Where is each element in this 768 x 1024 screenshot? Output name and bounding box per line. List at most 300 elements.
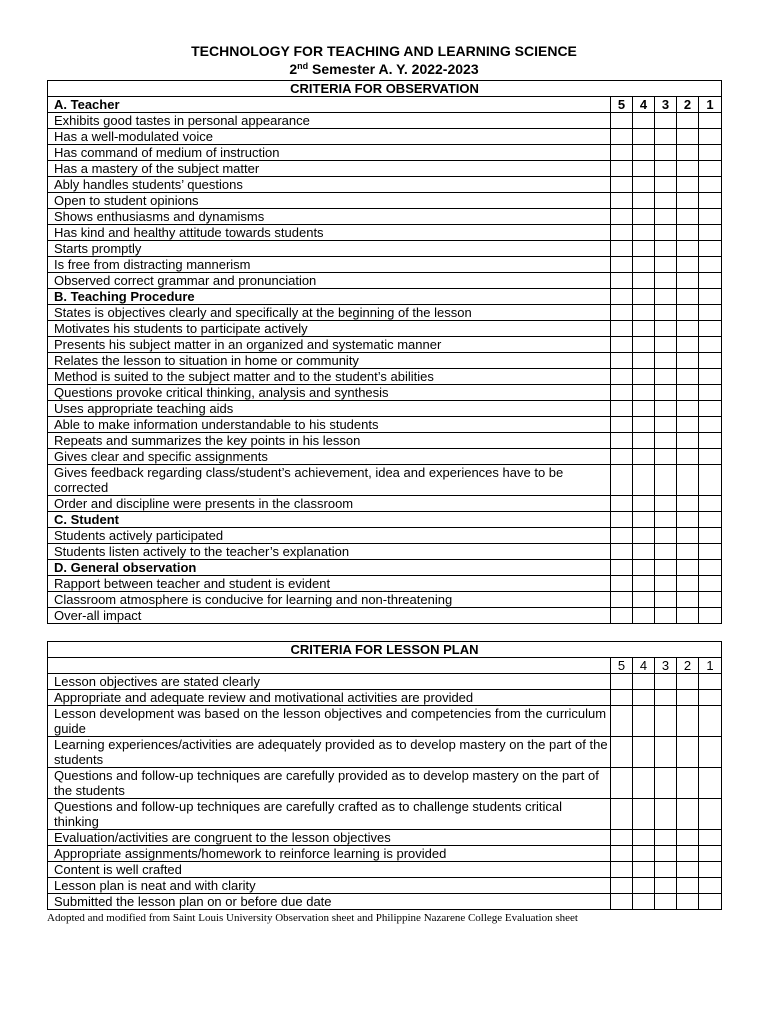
- rating-box[interactable]: [611, 433, 633, 449]
- rating-box[interactable]: [633, 878, 655, 894]
- rating-box[interactable]: [699, 289, 722, 305]
- rating-box[interactable]: [611, 496, 633, 512]
- rating-box[interactable]: [611, 305, 633, 321]
- rating-box[interactable]: [633, 799, 655, 830]
- criteria-text: Students listen actively to the teacher’s explanation: [48, 544, 611, 560]
- rating-box[interactable]: [677, 129, 699, 145]
- rating-box[interactable]: [611, 225, 633, 241]
- criteria-text: Learning experiences/activities are adequately provided as to develop mastery on the part of the students: [48, 737, 611, 768]
- criteria-row: [48, 225, 722, 241]
- score-header-row: [48, 658, 722, 674]
- criteria-text: Lesson objectives are stated clearly: [48, 674, 611, 690]
- criteria-text: States is objectives clearly and specifically at the beginning of the lesson: [48, 305, 611, 321]
- criteria-row: [48, 846, 722, 862]
- rating-box[interactable]: [633, 608, 655, 624]
- rating-box[interactable]: [655, 385, 677, 401]
- rating-box[interactable]: [655, 878, 677, 894]
- score-header: 5: [611, 658, 633, 674]
- rating-box[interactable]: [655, 496, 677, 512]
- rating-box[interactable]: [699, 177, 722, 193]
- rating-box[interactable]: [611, 161, 633, 177]
- rating-box[interactable]: [633, 690, 655, 706]
- rating-box[interactable]: [633, 113, 655, 129]
- criteria-row: [48, 337, 722, 353]
- rating-box[interactable]: [677, 417, 699, 433]
- rating-box[interactable]: [633, 512, 655, 528]
- rating-box[interactable]: [655, 177, 677, 193]
- rating-box[interactable]: [655, 528, 677, 544]
- score-header: 2: [677, 658, 699, 674]
- rating-box[interactable]: [677, 608, 699, 624]
- criteria-row: [48, 862, 722, 878]
- score-header: 5: [611, 97, 633, 113]
- criteria-row: [48, 768, 722, 799]
- section-header-row: [48, 560, 722, 576]
- rating-box[interactable]: [633, 674, 655, 690]
- score-header: 3: [655, 658, 677, 674]
- rating-box[interactable]: [699, 161, 722, 177]
- rating-box[interactable]: [699, 674, 722, 690]
- rating-box[interactable]: [655, 862, 677, 878]
- criteria-text: Lesson plan is neat and with clarity: [48, 878, 611, 894]
- criteria-row: [48, 145, 722, 161]
- rating-box[interactable]: [633, 433, 655, 449]
- rating-box[interactable]: [655, 512, 677, 528]
- rating-box[interactable]: [611, 465, 633, 496]
- rating-box[interactable]: [611, 209, 633, 225]
- criteria-text: Shows enthusiasms and dynamisms: [48, 209, 611, 225]
- rating-box[interactable]: [655, 369, 677, 385]
- criteria-text: Questions and follow-up techniques are carefully provided as to develop mastery on the part of the students: [48, 768, 611, 799]
- criteria-text: Has a mastery of the subject matter: [48, 161, 611, 177]
- rating-box[interactable]: [699, 433, 722, 449]
- rating-box[interactable]: [677, 830, 699, 846]
- rating-box[interactable]: [655, 113, 677, 129]
- rating-box[interactable]: [611, 690, 633, 706]
- rating-box[interactable]: [611, 337, 633, 353]
- criteria-row: [48, 353, 722, 369]
- rating-box[interactable]: [633, 385, 655, 401]
- rating-box[interactable]: [611, 353, 633, 369]
- rating-box[interactable]: [655, 257, 677, 273]
- rating-box[interactable]: [611, 512, 633, 528]
- criteria-text: Appropriate and adequate review and motivational activities are provided: [48, 690, 611, 706]
- criteria-row: [48, 544, 722, 560]
- rating-box[interactable]: [677, 846, 699, 862]
- rating-box[interactable]: [699, 690, 722, 706]
- rating-box[interactable]: [633, 560, 655, 576]
- criteria-text: Lesson development was based on the lesson objectives and competencies from the curriculum guide: [48, 706, 611, 737]
- rating-box[interactable]: [655, 193, 677, 209]
- section-header-row: [48, 97, 722, 113]
- rating-box[interactable]: [633, 592, 655, 608]
- rating-box[interactable]: [655, 321, 677, 337]
- criteria-text: Evaluation/activities are congruent to the lesson objectives: [48, 830, 611, 846]
- score-header: 4: [633, 658, 655, 674]
- semester-number: 2: [289, 61, 298, 77]
- rating-box[interactable]: [677, 305, 699, 321]
- criteria-text: Ably handles students’ questions: [48, 177, 611, 193]
- rating-box[interactable]: [655, 768, 677, 799]
- criteria-row: [48, 433, 722, 449]
- rating-box[interactable]: [611, 449, 633, 465]
- rating-box[interactable]: [699, 401, 722, 417]
- rating-box[interactable]: [611, 289, 633, 305]
- rating-box[interactable]: [633, 576, 655, 592]
- rating-box[interactable]: [633, 417, 655, 433]
- criteria-row: [48, 385, 722, 401]
- rating-box[interactable]: [677, 145, 699, 161]
- rating-box[interactable]: [611, 369, 633, 385]
- rating-box[interactable]: [655, 690, 677, 706]
- criteria-text: Has command of medium of instruction: [48, 145, 611, 161]
- rating-box[interactable]: [677, 369, 699, 385]
- rating-box[interactable]: [699, 528, 722, 544]
- criteria-row: [48, 273, 722, 289]
- rating-box[interactable]: [677, 737, 699, 768]
- criteria-text: Classroom atmosphere is conducive for learning and non-threatening: [48, 592, 611, 608]
- rating-box[interactable]: [655, 225, 677, 241]
- rating-box[interactable]: [699, 862, 722, 878]
- rating-box[interactable]: [699, 353, 722, 369]
- rating-box[interactable]: [611, 799, 633, 830]
- rating-box[interactable]: [633, 273, 655, 289]
- rating-box[interactable]: [633, 289, 655, 305]
- rating-box[interactable]: [699, 129, 722, 145]
- rating-box[interactable]: [655, 560, 677, 576]
- rating-box[interactable]: [655, 145, 677, 161]
- rating-box[interactable]: [611, 544, 633, 560]
- rating-box[interactable]: [677, 878, 699, 894]
- rating-box[interactable]: [611, 273, 633, 289]
- rating-box[interactable]: [655, 337, 677, 353]
- criteria-row: [48, 129, 722, 145]
- rating-box[interactable]: [633, 830, 655, 846]
- rating-box[interactable]: [677, 353, 699, 369]
- rating-box[interactable]: [699, 512, 722, 528]
- rating-box[interactable]: [677, 449, 699, 465]
- rating-box[interactable]: [699, 592, 722, 608]
- rating-box[interactable]: [677, 289, 699, 305]
- criteria-text: Over-all impact: [48, 608, 611, 624]
- rating-box[interactable]: [699, 576, 722, 592]
- rating-box[interactable]: [633, 337, 655, 353]
- criteria-text: Submitted the lesson plan on or before due date: [48, 894, 611, 910]
- rating-box[interactable]: [655, 241, 677, 257]
- rating-box[interactable]: [699, 193, 722, 209]
- rating-box[interactable]: [699, 385, 722, 401]
- criteria-row: [48, 706, 722, 737]
- rating-box[interactable]: [699, 496, 722, 512]
- rating-box[interactable]: [677, 161, 699, 177]
- rating-box[interactable]: [611, 576, 633, 592]
- rating-box[interactable]: [611, 193, 633, 209]
- rating-box[interactable]: [699, 878, 722, 894]
- rating-box[interactable]: [677, 113, 699, 129]
- rating-box[interactable]: [699, 417, 722, 433]
- rating-box[interactable]: [677, 592, 699, 608]
- rating-box[interactable]: [699, 737, 722, 768]
- rating-box[interactable]: [633, 706, 655, 737]
- rating-box[interactable]: [611, 674, 633, 690]
- rating-box[interactable]: [699, 145, 722, 161]
- semester-line: [0, 61, 768, 77]
- criteria-row: [48, 401, 722, 417]
- lesson-plan-table-title: CRITERIA FOR LESSON PLAN: [48, 642, 722, 658]
- rating-box[interactable]: [633, 768, 655, 799]
- rating-box[interactable]: [677, 768, 699, 799]
- rating-box[interactable]: [677, 576, 699, 592]
- rating-box[interactable]: [611, 878, 633, 894]
- rating-box[interactable]: [677, 560, 699, 576]
- rating-box[interactable]: [677, 257, 699, 273]
- rating-box[interactable]: [677, 894, 699, 910]
- section-label: C. Student: [48, 512, 611, 528]
- criteria-row: [48, 894, 722, 910]
- rating-box[interactable]: [677, 177, 699, 193]
- rating-box[interactable]: [611, 241, 633, 257]
- lesson-plan-table: [47, 641, 722, 910]
- criteria-text: Repeats and summarizes the key points in his lesson: [48, 433, 611, 449]
- criteria-text: Appropriate assignments/homework to reinforce learning is provided: [48, 846, 611, 862]
- rating-box[interactable]: [633, 225, 655, 241]
- rating-box[interactable]: [655, 433, 677, 449]
- rating-box[interactable]: [611, 560, 633, 576]
- rating-box[interactable]: [611, 894, 633, 910]
- rating-box[interactable]: [633, 129, 655, 145]
- rating-box[interactable]: [633, 449, 655, 465]
- rating-box[interactable]: [655, 799, 677, 830]
- rating-box[interactable]: [677, 528, 699, 544]
- rating-box[interactable]: [611, 608, 633, 624]
- criteria-row: [48, 674, 722, 690]
- rating-box[interactable]: [677, 273, 699, 289]
- rating-box[interactable]: [611, 706, 633, 737]
- rating-box[interactable]: [699, 799, 722, 830]
- criteria-row: [48, 830, 722, 846]
- rating-box[interactable]: [611, 321, 633, 337]
- criteria-row: [48, 417, 722, 433]
- rating-box[interactable]: [655, 674, 677, 690]
- rating-box[interactable]: [633, 241, 655, 257]
- rating-box[interactable]: [611, 528, 633, 544]
- criteria-text: Students actively participated: [48, 528, 611, 544]
- rating-box[interactable]: [611, 768, 633, 799]
- rating-box[interactable]: [655, 737, 677, 768]
- rating-box[interactable]: [655, 129, 677, 145]
- rating-box[interactable]: [655, 353, 677, 369]
- rating-box[interactable]: [677, 385, 699, 401]
- criteria-text: Presents his subject matter in an organized and systematic manner: [48, 337, 611, 353]
- rating-box[interactable]: [699, 273, 722, 289]
- rating-box[interactable]: [677, 209, 699, 225]
- rating-box[interactable]: [611, 385, 633, 401]
- criteria-text: Gives clear and specific assignments: [48, 449, 611, 465]
- rating-box[interactable]: [633, 321, 655, 337]
- criteria-text: Questions and follow-up techniques are carefully crafted as to challenge students critical thinking: [48, 799, 611, 830]
- criteria-row: [48, 305, 722, 321]
- criteria-text: Has kind and healthy attitude towards students: [48, 225, 611, 241]
- rating-box[interactable]: [633, 846, 655, 862]
- criteria-row: [48, 257, 722, 273]
- rating-box[interactable]: [677, 193, 699, 209]
- rating-box[interactable]: [699, 830, 722, 846]
- rating-box[interactable]: [699, 768, 722, 799]
- rating-box[interactable]: [611, 401, 633, 417]
- rating-box[interactable]: [633, 305, 655, 321]
- document-title: TECHNOLOGY FOR TEACHING AND LEARNING SCIENCE: [191, 43, 577, 59]
- rating-box[interactable]: [677, 496, 699, 512]
- rating-box[interactable]: [633, 193, 655, 209]
- semester-text: Semester A. Y. 2022-2023: [308, 61, 479, 77]
- rating-box[interactable]: [699, 560, 722, 576]
- rating-box[interactable]: [611, 417, 633, 433]
- rating-box[interactable]: [677, 465, 699, 496]
- rating-box[interactable]: [677, 799, 699, 830]
- rating-box[interactable]: [633, 257, 655, 273]
- rating-box[interactable]: [633, 145, 655, 161]
- rating-box[interactable]: [655, 449, 677, 465]
- rating-box[interactable]: [699, 449, 722, 465]
- criteria-row: [48, 878, 722, 894]
- rating-box[interactable]: [655, 706, 677, 737]
- rating-box[interactable]: [699, 305, 722, 321]
- score-header: 4: [633, 97, 655, 113]
- criteria-row: [48, 113, 722, 129]
- rating-box[interactable]: [699, 113, 722, 129]
- rating-box[interactable]: [655, 161, 677, 177]
- rating-box[interactable]: [655, 401, 677, 417]
- rating-box[interactable]: [655, 846, 677, 862]
- footnote: Adopted and modified from Saint Louis University Observation sheet and Philippine Nazarene College Evaluation sheet: [47, 912, 578, 924]
- criteria-row: [48, 465, 722, 496]
- criteria-text: Starts promptly: [48, 241, 611, 257]
- criteria-row: [48, 193, 722, 209]
- rating-box[interactable]: [677, 401, 699, 417]
- rating-box[interactable]: [655, 273, 677, 289]
- criteria-row: [48, 690, 722, 706]
- rating-box[interactable]: [633, 528, 655, 544]
- observation-table: [47, 80, 722, 624]
- criteria-row: [48, 592, 722, 608]
- rating-box[interactable]: [699, 241, 722, 257]
- rating-box[interactable]: [655, 576, 677, 592]
- rating-box[interactable]: [699, 894, 722, 910]
- rating-box[interactable]: [633, 161, 655, 177]
- rating-box[interactable]: [633, 369, 655, 385]
- section-label: D. General observation: [48, 560, 611, 576]
- rating-box[interactable]: [699, 465, 722, 496]
- rating-box[interactable]: [699, 225, 722, 241]
- criteria-row: [48, 799, 722, 830]
- rating-box[interactable]: [699, 209, 722, 225]
- rating-box[interactable]: [677, 321, 699, 337]
- score-header: 1: [699, 97, 722, 113]
- criteria-row: [48, 449, 722, 465]
- rating-box[interactable]: [633, 177, 655, 193]
- rating-box[interactable]: [699, 706, 722, 737]
- rating-box[interactable]: [699, 257, 722, 273]
- rating-box[interactable]: [633, 544, 655, 560]
- rating-box[interactable]: [677, 512, 699, 528]
- rating-box[interactable]: [611, 862, 633, 878]
- rating-box[interactable]: [655, 894, 677, 910]
- criteria-row: [48, 496, 722, 512]
- criteria-text: Exhibits good tastes in personal appearance: [48, 113, 611, 129]
- rating-box[interactable]: [655, 289, 677, 305]
- rating-box[interactable]: [655, 544, 677, 560]
- rating-box[interactable]: [633, 496, 655, 512]
- rating-box[interactable]: [633, 737, 655, 768]
- criteria-text: Rapport between teacher and student is evident: [48, 576, 611, 592]
- rating-box[interactable]: [655, 465, 677, 496]
- rating-box[interactable]: [655, 209, 677, 225]
- section-label: A. Teacher: [48, 97, 611, 113]
- rating-box[interactable]: [699, 544, 722, 560]
- rating-box[interactable]: [699, 369, 722, 385]
- rating-box[interactable]: [677, 862, 699, 878]
- rating-box[interactable]: [611, 129, 633, 145]
- rating-box[interactable]: [699, 608, 722, 624]
- criteria-row: [48, 321, 722, 337]
- rating-box[interactable]: [655, 305, 677, 321]
- score-header: 3: [655, 97, 677, 113]
- criteria-row: [48, 528, 722, 544]
- rating-box[interactable]: [633, 862, 655, 878]
- criteria-text: Motivates his students to participate actively: [48, 321, 611, 337]
- rating-box[interactable]: [677, 433, 699, 449]
- semester-ordinal: nd: [297, 61, 309, 71]
- rating-box[interactable]: [611, 737, 633, 768]
- rating-box[interactable]: [633, 894, 655, 910]
- rating-box[interactable]: [633, 209, 655, 225]
- rating-box[interactable]: [699, 337, 722, 353]
- rating-box[interactable]: [677, 706, 699, 737]
- rating-box[interactable]: [611, 592, 633, 608]
- rating-box[interactable]: [677, 241, 699, 257]
- rating-box[interactable]: [677, 337, 699, 353]
- rating-box[interactable]: [699, 321, 722, 337]
- rating-box[interactable]: [611, 145, 633, 161]
- criteria-text: Uses appropriate teaching aids: [48, 401, 611, 417]
- criteria-text: Content is well crafted: [48, 862, 611, 878]
- rating-box[interactable]: [633, 401, 655, 417]
- rating-box[interactable]: [677, 225, 699, 241]
- criteria-text: Is free from distracting mannerism: [48, 257, 611, 273]
- rating-box[interactable]: [655, 830, 677, 846]
- rating-box[interactable]: [633, 465, 655, 496]
- rating-box[interactable]: [611, 830, 633, 846]
- rating-box[interactable]: [611, 846, 633, 862]
- rating-box[interactable]: [677, 544, 699, 560]
- rating-box[interactable]: [677, 674, 699, 690]
- criteria-row: [48, 177, 722, 193]
- criteria-text: Able to make information understandable to his students: [48, 417, 611, 433]
- score-header: 2: [677, 97, 699, 113]
- rating-box[interactable]: [655, 417, 677, 433]
- rating-box[interactable]: [611, 113, 633, 129]
- blank-cell: [48, 658, 611, 674]
- criteria-row: [48, 608, 722, 624]
- criteria-text: Has a well-modulated voice: [48, 129, 611, 145]
- rating-box[interactable]: [655, 608, 677, 624]
- rating-box[interactable]: [611, 257, 633, 273]
- rating-box[interactable]: [611, 177, 633, 193]
- rating-box[interactable]: [655, 592, 677, 608]
- rating-box[interactable]: [677, 690, 699, 706]
- rating-box[interactable]: [699, 846, 722, 862]
- rating-box[interactable]: [633, 353, 655, 369]
